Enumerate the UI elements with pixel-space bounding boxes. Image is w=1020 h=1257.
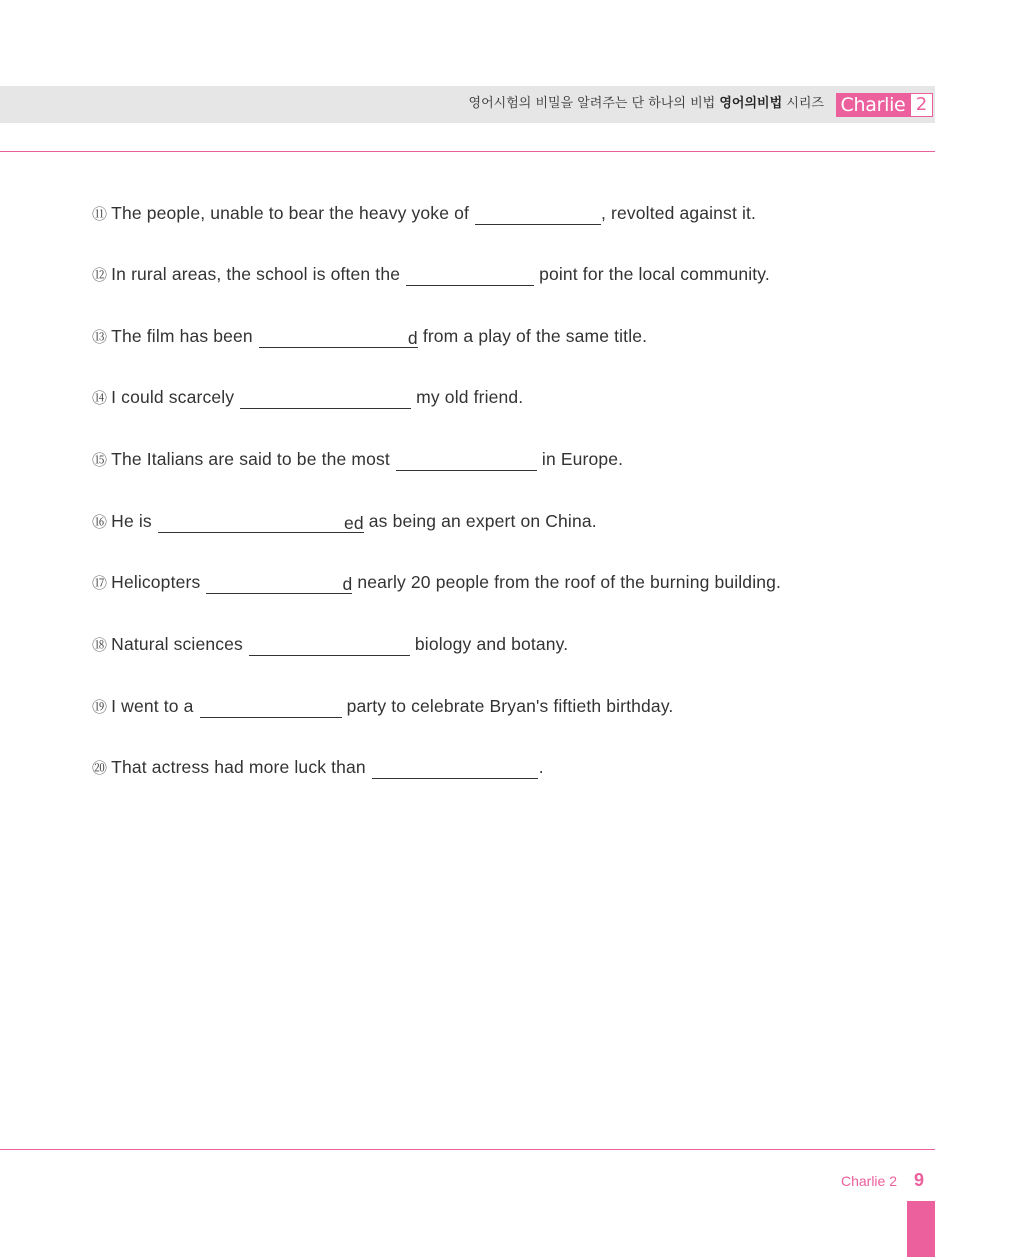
question-text-before: He is: [111, 511, 152, 531]
question-text-before: Helicopters: [111, 572, 201, 592]
question-number: ⑫: [92, 266, 108, 284]
question-item: [92, 200, 756, 227]
tagline-suffix: 시리즈: [786, 96, 824, 111]
header-divider: [0, 151, 935, 152]
answer-blank[interactable]: [206, 574, 352, 594]
question-text-after: .: [538, 757, 544, 777]
question-text-before: In rural areas, the school is often the: [111, 264, 401, 284]
answer-blank[interactable]: [200, 698, 342, 718]
tagline-prefix: 영어시험의 비밀을 알려주는 단 하나의 비법: [468, 96, 716, 111]
answer-blank[interactable]: [406, 266, 534, 286]
page-tab-marker: [907, 1201, 935, 1257]
question-item: [92, 384, 523, 411]
question-number: ⑰: [92, 574, 108, 592]
answer-blank[interactable]: [475, 205, 601, 225]
answer-blank[interactable]: [372, 759, 538, 779]
question-text-before: The people, unable to bear the heavy yoke of: [111, 203, 469, 223]
question-text-after: biology and botany.: [414, 634, 569, 654]
question-text-before: I went to a: [111, 696, 194, 716]
page-number: 9: [914, 1170, 925, 1190]
series-number-badge: 2: [910, 93, 933, 117]
answer-blank[interactable]: [158, 513, 364, 533]
question-text-after: my old friend.: [416, 387, 524, 407]
question-item: [92, 508, 597, 535]
tagline-brand: 영어의비법: [719, 96, 783, 111]
blank-suffix: d: [342, 574, 353, 594]
question-item: [92, 754, 544, 781]
answer-blank[interactable]: [259, 328, 418, 348]
question-item: [92, 261, 770, 288]
question-text-after: in Europe.: [541, 449, 624, 469]
question-text-after: party to celebrate Bryan's fiftieth birthday.: [346, 696, 674, 716]
question-number: ⑯: [92, 513, 108, 531]
answer-blank[interactable]: [396, 451, 537, 471]
question-item: [92, 569, 781, 596]
footer-series-label: Charlie 2: [840, 1173, 897, 1189]
answer-blank[interactable]: [240, 389, 411, 409]
question-text-after: nearly 20 people from the roof of the burning building.: [357, 572, 782, 592]
question-text-after: , revolted against it.: [600, 203, 757, 223]
question-number: ⑭: [92, 389, 108, 407]
question-item: [92, 693, 673, 720]
blank-suffix: d: [407, 328, 418, 348]
question-text-before: That actress had more luck than: [111, 757, 366, 777]
answer-blank[interactable]: [249, 636, 410, 656]
question-text-after: as being an expert on China.: [368, 511, 597, 531]
question-text-before: Natural sciences: [111, 634, 243, 654]
footer-divider: [0, 1149, 935, 1150]
question-number: ⑳: [92, 759, 108, 777]
question-text-before: The Italians are said to be the most: [111, 449, 390, 469]
question-number: ⑮: [92, 451, 108, 469]
question-item: [92, 631, 568, 658]
question-text-after: from a play of the same title.: [422, 326, 648, 346]
question-item: [92, 323, 647, 350]
question-number: ⑱: [92, 636, 108, 654]
question-number: ⑲: [92, 698, 108, 716]
question-text-before: The film has been: [111, 326, 253, 346]
question-item: [92, 446, 623, 473]
blank-suffix: ed: [344, 513, 364, 533]
question-text-before: I could scarcely: [111, 387, 235, 407]
series-logo: Charlie: [836, 93, 910, 117]
header-tagline: [469, 95, 824, 113]
question-text-after: point for the local community.: [539, 264, 770, 284]
question-number: ⑪: [92, 205, 108, 223]
question-number: ⑬: [92, 328, 108, 346]
